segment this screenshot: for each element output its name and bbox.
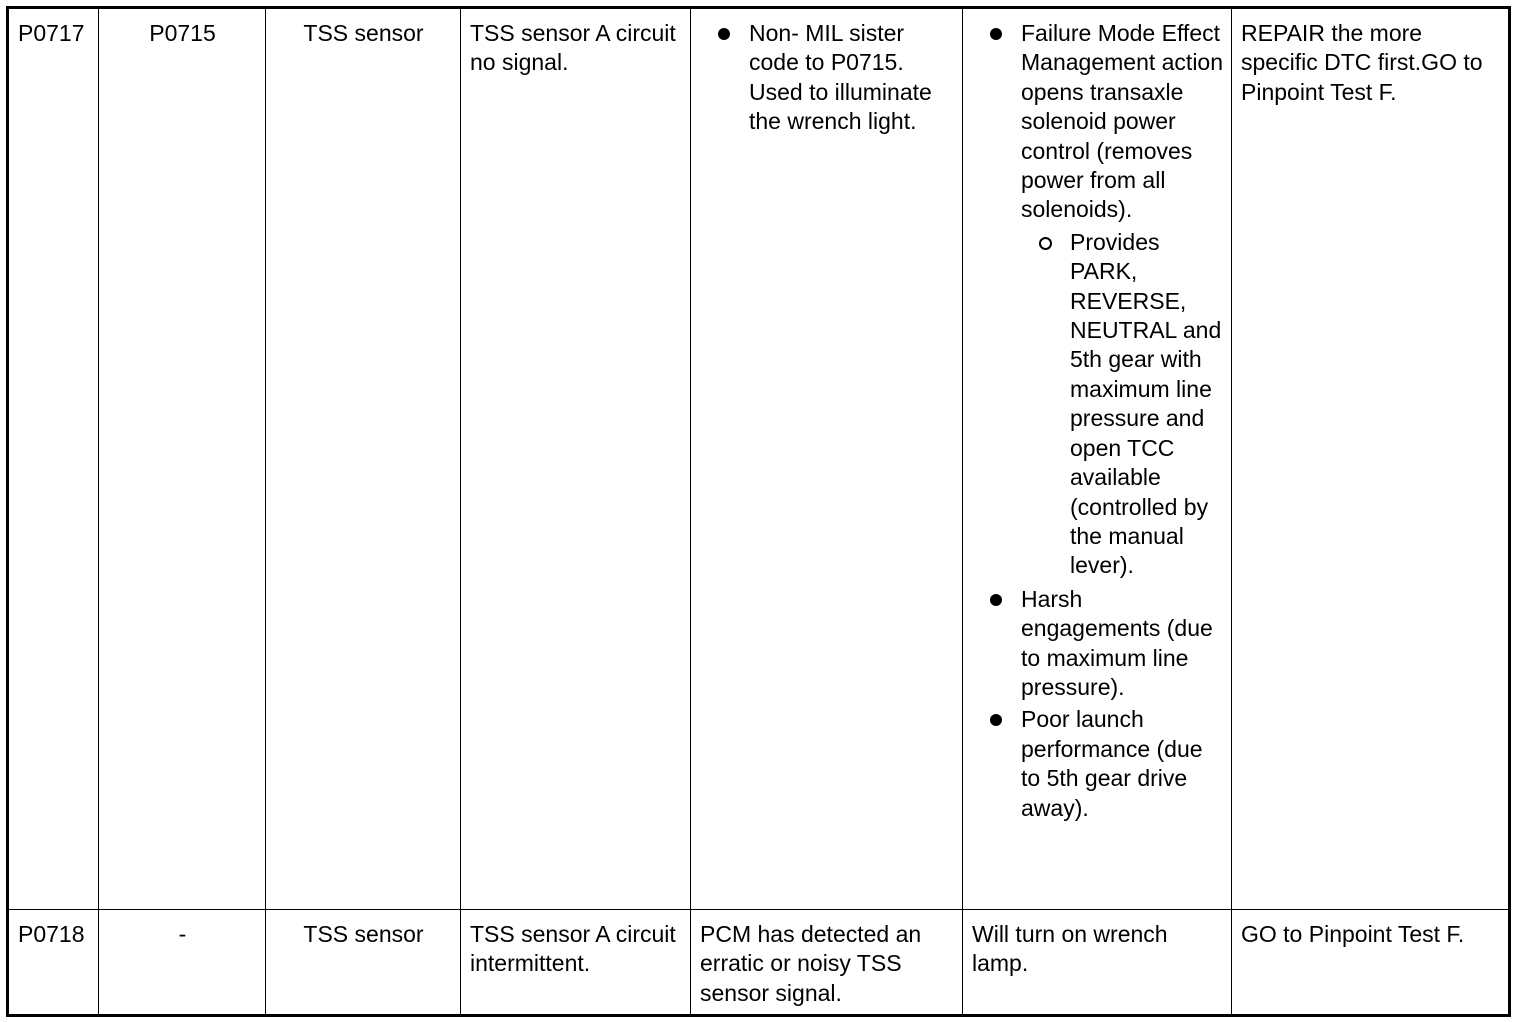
- table-row-p0717: [8, 8, 1510, 910]
- sub-list-item: Provides PARK, REVERSE, NEUTRAL and 5th gear with maximum line pressure and open TCC available (controlled by the manual lever).: [1021, 228, 1223, 581]
- list-item: Harsh engagements (due to maximum line pressure).: [972, 585, 1223, 703]
- symptom-cell: Will turn on wrench lamp.: [963, 910, 1232, 1016]
- description-cell: TSS sensor A circuit intermittent.: [461, 910, 691, 1016]
- component-cell: TSS sensor: [266, 910, 461, 1016]
- dtc-code-cell: P0717: [8, 8, 99, 910]
- symptom-cell: [963, 8, 1232, 910]
- action-cell: GO to Pinpoint Test F.: [1232, 910, 1510, 1016]
- description-cell: TSS sensor A circuit no signal.: [461, 8, 691, 910]
- list-item: [972, 19, 1223, 581]
- dtc-code-cell: P0718: [8, 910, 99, 1016]
- action-cell: REPAIR the more specific DTC first.GO to Pinpoint Test F.: [1232, 8, 1510, 910]
- symptom-bullet-list: [972, 19, 1223, 823]
- component-cell: TSS sensor: [266, 8, 461, 910]
- condition-cell: PCM has detected an erratic or noisy TSS sensor signal.: [691, 910, 963, 1016]
- related-dtc-cell: P0715: [99, 8, 266, 910]
- list-item-text: Failure Mode Effect Management action opens transaxle solenoid power control (removes power from all solenoids).: [1021, 20, 1224, 223]
- condition-cell: [691, 8, 963, 910]
- related-dtc-cell: -: [99, 910, 266, 1016]
- condition-bullet-list: [700, 19, 954, 137]
- sub-bullet-list: [1021, 228, 1223, 581]
- dtc-table: [6, 6, 1511, 1017]
- list-item: Non- MIL sister code to P0715. Used to illuminate the wrench light.: [700, 19, 954, 137]
- list-item: Poor launch performance (due to 5th gear drive away).: [972, 705, 1223, 823]
- table-row-p0718: [8, 910, 1510, 1016]
